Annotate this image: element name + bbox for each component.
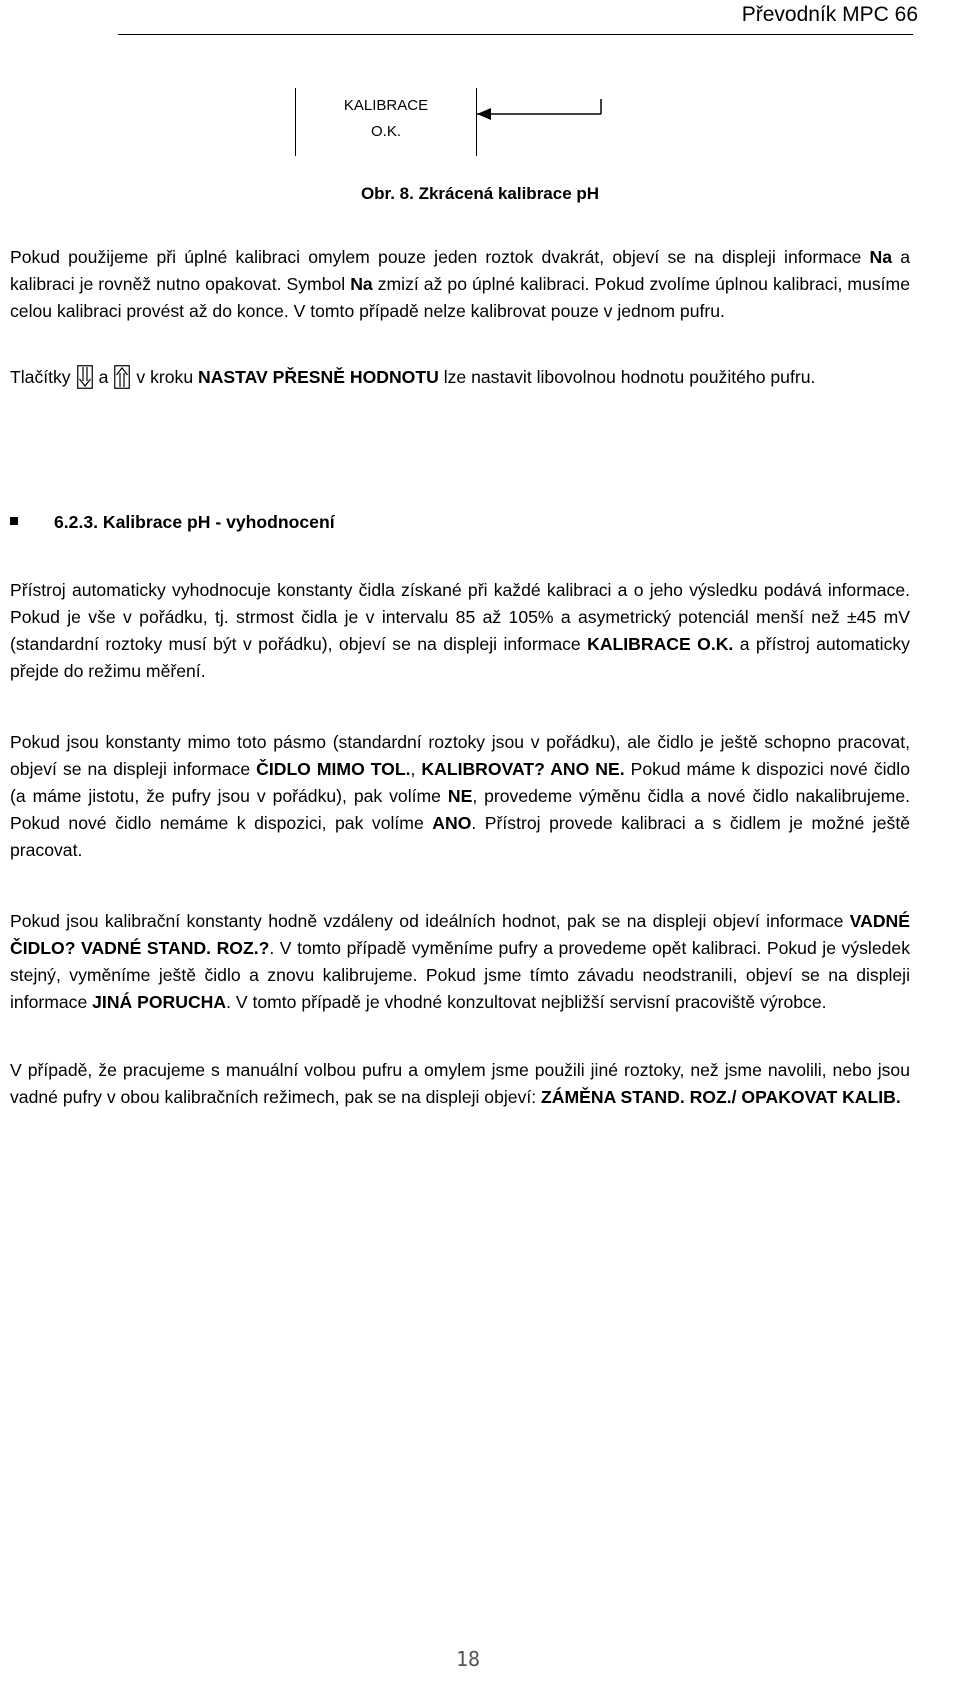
text: zmizí až po úplné kalibraci. Pokud zvolíme úplnou kalibraci, musíme celou kalibraci provést až do konce. V tomto případě nelze kalibrovat pouze v jednom pufru. bbox=[10, 274, 910, 321]
text: a kalibraci je rovněž nutno opakovat. Symbol bbox=[10, 247, 910, 294]
text: V případě, že pracujeme s manuální volbou pufru a omylem jsme použili jiné roztoky, než jsme navolili, nebo jsou vadné pufry v obou kalibračních režimech, pak se na displeji objeví: bbox=[10, 1060, 910, 1107]
page-number: 18 bbox=[456, 1647, 481, 1671]
text: Pokud máme k dispozici nové čidlo (a máme jistotu, že pufry jsou v pořádku), pak volíme bbox=[10, 759, 911, 806]
text: v kroku bbox=[136, 367, 199, 387]
arrow-down-key-icon bbox=[77, 365, 93, 389]
flow-arrow-icon bbox=[475, 98, 605, 138]
emphasis: VADNÉ ČIDLO? VADNÉ STAND. ROZ.? bbox=[10, 911, 910, 958]
calibration-ok-box bbox=[295, 88, 477, 156]
calibration-box-line2: O.K. bbox=[370, 123, 401, 140]
emphasis: NE bbox=[447, 786, 473, 806]
section-bullet-icon bbox=[10, 517, 18, 525]
text: a bbox=[98, 367, 109, 387]
text: Pokud použijeme při úplné kalibraci omylem pouze jeden roztok dvakrát, objeví se na displeji informace bbox=[10, 247, 870, 267]
arrow-up-key-icon bbox=[114, 365, 130, 389]
text: Pokud jsou kalibrační konstanty hodně vzdáleny od ideálních hodnot, pak se na displeji objeví informace bbox=[10, 911, 850, 931]
text: . V tomto případě vyměníme pufry a provedeme opět kalibraci. Pokud je výsledek stejný, vyměníme ještě čidlo a znovu kalibrujeme. Pokud jsme tímto závadu neodstranili, objeví se na displeji informace bbox=[10, 938, 910, 1012]
section-heading bbox=[10, 509, 335, 536]
text: . V tomto případě je vhodné konzultovat nejbližší servisní pracoviště výrobce. bbox=[226, 992, 827, 1012]
text: Pokud jsou konstanty mimo toto pásmo (standardní roztoky jsou v pořádku), ale čidlo je ještě schopno pracovat, objeví se na displeji informace bbox=[10, 732, 910, 779]
emphasis: JINÁ PORUCHA bbox=[92, 992, 227, 1012]
emphasis: ČIDLO MIMO TOL. bbox=[256, 759, 411, 779]
emphasis: Na bbox=[350, 274, 373, 294]
text: a přístroj automaticky přejde do režimu měření. bbox=[10, 634, 910, 681]
text: . Přístroj provede kalibraci a s čidlem je možné ještě pracovat. bbox=[10, 813, 910, 860]
paragraph-faulty-sensor bbox=[10, 908, 910, 1016]
header-title: Převodník MPC 66 bbox=[741, 3, 918, 26]
paragraph-incomplete-calibration bbox=[10, 244, 910, 325]
emphasis: KALIBRACE O.K. bbox=[587, 634, 734, 654]
text: Tlačítky bbox=[10, 367, 71, 387]
emphasis: Na bbox=[869, 247, 892, 267]
calibration-flow-diagram bbox=[295, 88, 665, 156]
text: , bbox=[410, 759, 422, 779]
emphasis: NASTAV PŘESNĚ HODNOTU bbox=[198, 367, 439, 387]
emphasis: ZÁMĚNA STAND. ROZ./ OPAKOVAT KALIB. bbox=[541, 1087, 901, 1107]
calibration-box-line1: KALIBRACE bbox=[343, 97, 429, 114]
paragraph-adjust-buffer bbox=[10, 364, 910, 391]
figure-caption: Obr. 8. Zkrácená kalibrace pH bbox=[360, 184, 600, 203]
paragraph-out-of-tolerance bbox=[10, 729, 910, 864]
text: Přístroj automaticky vyhodnocuje konstanty čidla získané při každé kalibraci a o jeho výsledku podává informace. Pokud je vše v pořádku, tj. strmost čidla je v intervalu 85 až 105% a asymetrický potenciál menší než ±45 mV (standardní roztoky musí být v pořádku), objeví se na displeji informace bbox=[10, 580, 910, 654]
section-heading-text: 6.2.3. Kalibrace pH - vyhodnocení bbox=[54, 512, 335, 532]
header-rule bbox=[118, 34, 913, 35]
paragraph-swapped-buffers bbox=[10, 1057, 910, 1111]
text: lze nastavit libovolnou hodnotu použitého pufru. bbox=[438, 367, 816, 387]
emphasis: KALIBROVAT? ANO NE. bbox=[421, 759, 625, 779]
text: , provedeme výměnu čidla a nové čidlo nakalibrujeme. Pokud nové čidlo nemáme k dispozici, pak volíme bbox=[10, 786, 910, 833]
emphasis: ANO bbox=[432, 813, 472, 833]
paragraph-evaluation bbox=[10, 577, 910, 685]
